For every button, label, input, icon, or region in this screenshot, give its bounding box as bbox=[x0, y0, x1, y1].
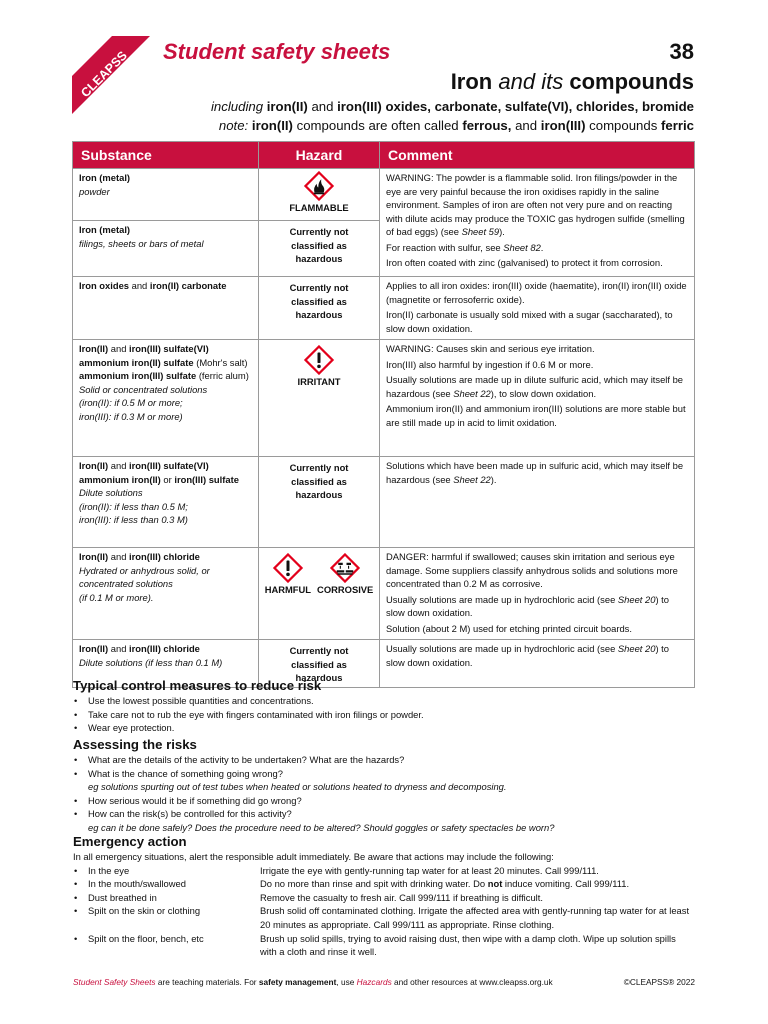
comment-cell: WARNING: The powder is a flammable solid. Iron filings/powder in the eye are very painful because the iron oxidises rapidly in the saline environment. Samples of iron are often not very pure and on reacting with dilute acids may produce the TOXIC gas hydrogen sulfide (smelling of bad eggs) (see Sheet 59). For reaction with sulfur, see Sheet 82. Iron often coated with zinc (galvanised) to protect it from corrosion. bbox=[380, 169, 695, 277]
hazard-table bbox=[72, 141, 695, 688]
pictogram-label-flammable: FLAMMABLE bbox=[289, 202, 349, 213]
series-title: Student safety sheets bbox=[163, 39, 391, 64]
substance-cell: Iron(II) and iron(III) sulfate(VI) ammonium iron(II) sulfate (Mohr's salt) ammonium iron(III) sulfate (ferric alum) Solid or concentrated solutions (iron(II): if 0.5 M or more; iron(III): if 0.3 M or more) bbox=[73, 340, 259, 457]
list-item: • How can the risk(s) be controlled for this activity? eg can it be done safely? Does the procedure need to be altered? Should goggles or safety spectacles be worn? bbox=[73, 807, 695, 834]
not-classified-text: Currently not classified as hazardous bbox=[289, 645, 349, 683]
list-item: • How serious would it be if something did go wrong? bbox=[73, 794, 695, 808]
pictogram-label-corrosive: CORROSIVE bbox=[317, 584, 374, 595]
exclamation-icon bbox=[304, 345, 334, 375]
table-row bbox=[73, 457, 695, 548]
substance-cell: Iron (metal) powder bbox=[73, 169, 259, 221]
emergency-row: • Spilt on the floor, bench, etc Brush up solid spills, trying to avoid raising dust, then wipe with a damp cloth. Wipe up solution spills with a cloth and rinse it well. bbox=[73, 932, 695, 959]
table-row bbox=[73, 169, 695, 221]
copyright: ©CLEAPSS® 2022 bbox=[623, 977, 695, 987]
pictogram-label-harmful: HARMFUL bbox=[264, 584, 312, 595]
section-heading: Emergency action bbox=[73, 834, 187, 849]
list-item: • What is the chance of something going wrong? eg solutions spurting out of test tubes when heated or solutions heated to dryness and decomposing. bbox=[73, 767, 695, 794]
list-item: • Wear eye protection. bbox=[73, 721, 695, 735]
control-measures-section bbox=[73, 678, 695, 735]
comment-cell: Applies to all iron oxides: iron(III) oxide (haematite), iron(II) iron(III) oxide (magnetite or ferrosoferric oxide). Iron(II) carbonate is usually sold mixed with a sugar (saccharated), to slow down oxidation. bbox=[380, 277, 695, 340]
substance-cell: Iron(II) and iron(III) chloride Hydrated or anhydrous solid, or concentrated solutions (if 0.1 M or more). bbox=[73, 548, 259, 640]
assessing-risks-section bbox=[73, 737, 695, 835]
pictogram-pair bbox=[265, 553, 373, 597]
comment-cell: Usually solutions are made up in hydrochloric acid (see Sheet 20) to slow down oxidation. bbox=[380, 640, 695, 688]
not-classified-text: Currently not classified as hazardous bbox=[289, 462, 349, 500]
cleapss-logo bbox=[72, 36, 154, 118]
corrosion-icon bbox=[330, 553, 360, 583]
table-row bbox=[73, 548, 695, 640]
substance-cell: Iron oxides and iron(II) carbonate bbox=[73, 277, 259, 340]
substance-cell: Iron(II) and iron(III) chloride Dilute solutions (if less than 0.1 M) bbox=[73, 640, 259, 688]
risk-list bbox=[73, 753, 695, 835]
emergency-row: • Spilt on the skin or clothing Brush solid off contaminated clothing. Irrigate the affected area with gently-running tap water for at least 20 minutes as appropriate. Call 999/111 as appropriate. Rinse clothing. bbox=[73, 904, 695, 931]
subtitle-including: including iron(II) and iron(III) oxides, carbonate, sulfate(VI), chlorides, bromide bbox=[211, 99, 694, 114]
hazard-cell bbox=[259, 277, 380, 340]
hazard-cell bbox=[259, 548, 380, 640]
exclamation-icon bbox=[273, 553, 303, 583]
table-header-row bbox=[73, 142, 695, 169]
table-row bbox=[73, 277, 695, 340]
not-classified-text: Currently not classified as hazardous bbox=[289, 226, 349, 264]
pictogram-label-irritant: IRRITANT bbox=[297, 376, 341, 387]
list-item: • Take care not to rub the eye with fingers contaminated with iron filings or powder. bbox=[73, 708, 695, 722]
emergency-row: • In the eye Irrigate the eye with gently-running tap water for at least 20 minutes. Call 999/111. bbox=[73, 864, 695, 878]
col-header-hazard: Hazard bbox=[259, 142, 380, 169]
logo-text: CLEAPSS bbox=[78, 48, 130, 101]
sheet-number: 38 bbox=[669, 39, 694, 64]
comment-cell: WARNING: Causes skin and serious eye irritation. Iron(III) also harmful by ingestion if 0.6 M or more. Usually solutions are made up in dilute sulfuric acid, which may itself be hazardous (see Sheet 22), to slow down oxidation. Ammonium iron(II) and ammonium iron(III) solutions are more stable but are still made up in acid to limit oxidation. bbox=[380, 340, 695, 457]
list-item: • What are the details of the activity to be undertaken? What are the hazards? bbox=[73, 753, 695, 767]
col-header-substance: Substance bbox=[73, 142, 259, 169]
page-title: Iron and its compounds bbox=[450, 69, 694, 94]
emergency-section bbox=[73, 834, 695, 959]
footer: Student Safety Sheets are teaching materials. For safety management, use Hazcards and other resources at www.cleapss.org.uk ©CLEAPSS® 2022 bbox=[73, 977, 695, 987]
col-header-comment: Comment bbox=[380, 142, 695, 169]
list-item: • Use the lowest possible quantities and concentrations. bbox=[73, 694, 695, 708]
section-heading: Typical control measures to reduce risk bbox=[73, 678, 322, 693]
emergency-row: • Dust breathed in Remove the casualty to fresh air. Call 999/111 if breathing is difficult. bbox=[73, 891, 695, 905]
table-row bbox=[73, 340, 695, 457]
comment-cell: Solutions which have been made up in sulfuric acid, which may itself be hazardous (see Sheet 22). bbox=[380, 457, 695, 548]
hazard-cell bbox=[259, 169, 380, 221]
harmful-pictogram bbox=[265, 553, 311, 597]
substance-cell: Iron(II) and iron(III) sulfate(VI) ammonium iron(II) or iron(III) sulfate Dilute solutions (iron(II): if less than 0.5 M; iron(III): if less than 0.3 M) bbox=[73, 457, 259, 548]
substance-cell: Iron (metal) filings, sheets or bars of metal bbox=[73, 221, 259, 277]
flame-icon bbox=[304, 171, 334, 201]
not-classified-text: Currently not classified as hazardous bbox=[289, 282, 349, 320]
section-heading: Assessing the risks bbox=[73, 737, 197, 752]
emergency-intro: In all emergency situations, alert the responsible adult immediately. Be aware that actions may include the following: bbox=[73, 851, 554, 862]
hazard-cell bbox=[259, 340, 380, 457]
hazard-cell bbox=[259, 457, 380, 548]
emergency-row: • In the mouth/swallowed Do no more than rinse and spit with drinking water. Do not induce vomiting. Call 999/111. bbox=[73, 877, 695, 891]
comment-cell: DANGER: harmful if swallowed; causes skin irritation and serious eye damage. Some suppliers classify anhydrous solids and solutions more concentrated than 0.2 M as corrosive. Usually solutions are made up in hydrochloric acid (see Sheet 20) to slow down oxidation. Solution (about 2 M) used for etching printed circuit boards. bbox=[380, 548, 695, 640]
subtitle-note: note: iron(II) compounds are often called ferrous, and iron(III) compounds ferric bbox=[218, 118, 694, 133]
corrosive-pictogram bbox=[317, 553, 373, 597]
control-list bbox=[73, 694, 695, 735]
hazard-cell bbox=[259, 221, 380, 277]
